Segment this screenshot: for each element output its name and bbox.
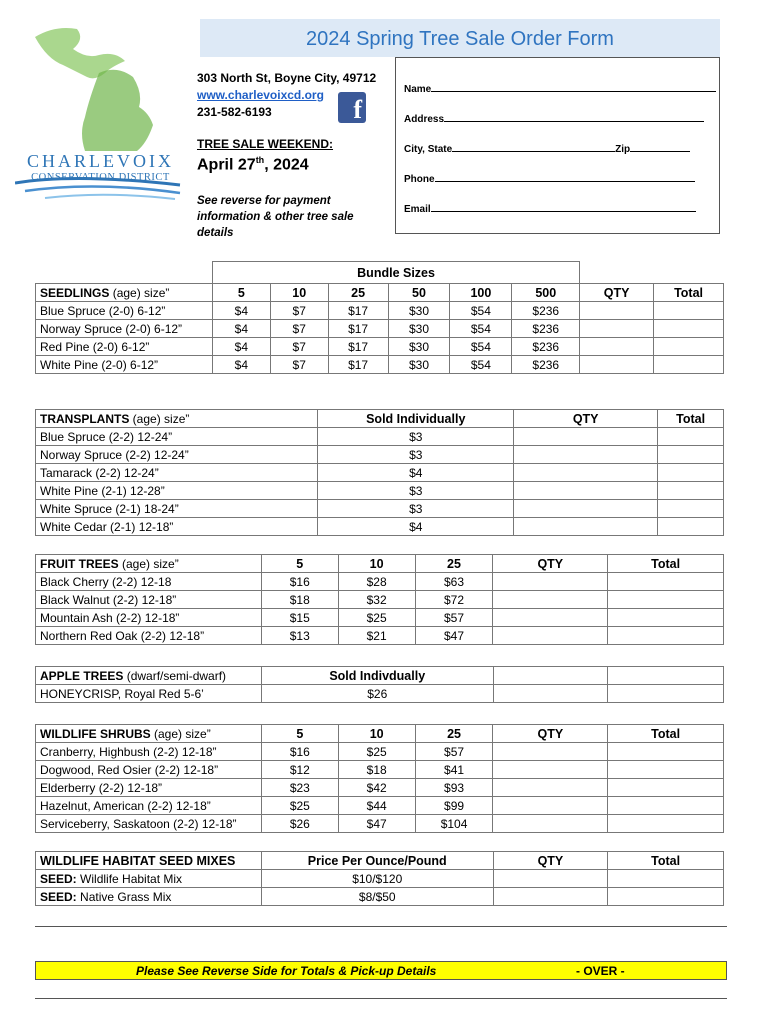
- qty-cell[interactable]: [493, 870, 608, 888]
- size-header: 5: [212, 284, 270, 302]
- total-header: Total: [608, 555, 724, 573]
- price-per-header: Price Per Ounce/Pound: [261, 852, 493, 870]
- total-cell[interactable]: [654, 356, 724, 374]
- city-state-field[interactable]: City, State Zip: [404, 142, 690, 155]
- qty-cell[interactable]: [514, 464, 658, 482]
- qty-header: QTY: [580, 284, 654, 302]
- size-header: 50: [388, 284, 450, 302]
- form-title: 2024 Spring Tree Sale Order Form: [200, 19, 720, 57]
- logo-name-line1: CHARLEVOIX: [27, 151, 174, 171]
- size-header: 25: [415, 555, 493, 573]
- qty-cell[interactable]: [493, 685, 608, 703]
- qty-cell[interactable]: [514, 446, 658, 464]
- total-cell[interactable]: [658, 464, 724, 482]
- total-cell[interactable]: [608, 797, 724, 815]
- table-row: Norway Spruce (2-2) 12-24” $3: [36, 446, 724, 464]
- table-row: Black Walnut (2-2) 12-18” $18 $32 $72: [36, 591, 724, 609]
- table-row: White Spruce (2-1) 18-24” $3: [36, 500, 724, 518]
- footer-banner: [35, 961, 727, 980]
- customer-info-box: [395, 57, 720, 234]
- facebook-icon[interactable]: f: [338, 92, 366, 123]
- table-row: Norway Spruce (2-0) 6-12” $4 $7 $17 $30 $54 $236: [36, 320, 724, 338]
- qty-cell[interactable]: [514, 428, 658, 446]
- transplants-header: TRANSPLANTS (age) size”: [36, 410, 318, 428]
- qty-cell[interactable]: [493, 591, 608, 609]
- wildlife-shrubs-table: [35, 724, 724, 833]
- qty-cell[interactable]: [493, 743, 608, 761]
- total-header: Total: [658, 410, 724, 428]
- table-row: White Pine (2-1) 12-28” $3: [36, 482, 724, 500]
- size-header: 10: [338, 555, 415, 573]
- table-row: Tamarack (2-2) 12-24” $4: [36, 464, 724, 482]
- website-link[interactable]: www.charlevoixcd.org: [197, 88, 324, 102]
- total-cell[interactable]: [608, 761, 724, 779]
- divider: [35, 998, 727, 999]
- total-cell[interactable]: [608, 779, 724, 797]
- contact-address: 303 North St, Boyne City, 49712: [197, 71, 377, 85]
- logo-name-line2: CONSERVATION DISTRICT: [31, 172, 170, 183]
- size-header: 5: [261, 725, 338, 743]
- seedlings-table: [35, 261, 724, 374]
- apple-trees-header: APPLE TREES (dwarf/semi-dwarf): [36, 667, 262, 685]
- seed-mixes-header: WILDLIFE HABITAT SEED MIXES: [36, 852, 262, 870]
- qty-cell[interactable]: [514, 500, 658, 518]
- qty-cell[interactable]: [493, 815, 608, 833]
- total-header: Total: [608, 725, 724, 743]
- table-row: HONEYCRISP, Royal Red 5-6’ $26: [36, 685, 724, 703]
- apple-trees-table: [35, 666, 724, 703]
- table-row: SEED: Native Grass Mix $8/$50: [36, 888, 724, 906]
- size-header: 25: [328, 284, 388, 302]
- district-logo: [15, 15, 185, 215]
- table-row: Red Pine (2-0) 6-12” $4 $7 $17 $30 $54 $236: [36, 338, 724, 356]
- qty-cell[interactable]: [514, 482, 658, 500]
- size-header: 500: [512, 284, 580, 302]
- phone-field[interactable]: Phone: [404, 172, 695, 185]
- table-row: Cranberry, Highbush (2-2) 12-18” $16 $25 $57: [36, 743, 724, 761]
- qty-cell[interactable]: [493, 779, 608, 797]
- total-header: Total: [608, 852, 724, 870]
- contact-phone: 231-582-6193: [197, 105, 272, 119]
- total-cell[interactable]: [608, 888, 724, 906]
- table-row: Serviceberry, Saskatoon (2-2) 12-18” $26 $47 $104: [36, 815, 724, 833]
- table-row: Elderberry (2-2) 12-18” $23 $42 $93: [36, 779, 724, 797]
- tree-sale-weekend-label: TREE SALE WEEKEND:: [197, 137, 334, 151]
- total-cell[interactable]: [608, 743, 724, 761]
- size-header: 10: [338, 725, 415, 743]
- total-cell[interactable]: [608, 627, 724, 645]
- fruit-trees-table: [35, 554, 724, 645]
- reverse-note: See reverse for payment information & other tree sale details: [197, 195, 354, 239]
- qty-cell[interactable]: [493, 573, 608, 591]
- table-row: Mountain Ash (2-2) 12-18” $15 $25 $57: [36, 609, 724, 627]
- qty-header: QTY: [493, 555, 608, 573]
- table-row: White Cedar (2-1) 12-18” $4: [36, 518, 724, 536]
- total-cell[interactable]: [654, 302, 724, 320]
- divider: [35, 926, 727, 927]
- sold-individually-header: Sold Indivdually: [261, 667, 493, 685]
- table-row: White Pine (2-0) 6-12” $4 $7 $17 $30 $54 $236: [36, 356, 724, 374]
- size-header: 5: [261, 555, 338, 573]
- total-cell[interactable]: [608, 685, 724, 703]
- transplants-table: [35, 409, 724, 536]
- total-cell[interactable]: [654, 320, 724, 338]
- sale-date: April 27th, 2024: [197, 155, 309, 174]
- qty-cell[interactable]: [514, 518, 658, 536]
- total-cell[interactable]: [608, 870, 724, 888]
- qty-cell[interactable]: [493, 797, 608, 815]
- table-row: Blue Spruce (2-2) 12-24” $3: [36, 428, 724, 446]
- qty-cell[interactable]: [580, 302, 654, 320]
- qty-header: QTY: [514, 410, 658, 428]
- table-row: Blue Spruce (2-0) 6-12” $4 $7 $17 $30 $54 $236: [36, 302, 724, 320]
- qty-cell[interactable]: [580, 320, 654, 338]
- email-field[interactable]: Email: [404, 202, 696, 215]
- size-header: 10: [270, 284, 328, 302]
- total-cell[interactable]: [658, 500, 724, 518]
- bundle-sizes-header: Bundle Sizes: [212, 262, 579, 284]
- total-cell[interactable]: [658, 518, 724, 536]
- sold-individually-header: Sold Individually: [318, 410, 514, 428]
- qty-cell[interactable]: [493, 627, 608, 645]
- seed-mixes-table: [35, 851, 724, 906]
- qty-cell[interactable]: [493, 609, 608, 627]
- qty-cell[interactable]: [493, 761, 608, 779]
- wildlife-shrubs-header: WILDLIFE SHRUBS (age) size”: [36, 725, 262, 743]
- qty-header: QTY: [493, 852, 608, 870]
- total-cell[interactable]: [608, 815, 724, 833]
- name-field[interactable]: Name: [404, 82, 716, 95]
- qty-cell[interactable]: [493, 888, 608, 906]
- total-cell[interactable]: [658, 482, 724, 500]
- total-header: Total: [654, 284, 724, 302]
- total-cell[interactable]: [608, 591, 724, 609]
- address-field[interactable]: Address: [404, 112, 704, 125]
- total-cell[interactable]: [608, 609, 724, 627]
- table-row: Black Cherry (2-2) 12-18 $16 $28 $63: [36, 573, 724, 591]
- qty-cell[interactable]: [580, 338, 654, 356]
- fruit-trees-header: FRUIT TREES (age) size”: [36, 555, 262, 573]
- over-label: - OVER -: [576, 964, 625, 978]
- table-row: Hazelnut, American (2-2) 12-18” $25 $44 $99: [36, 797, 724, 815]
- michigan-map-icon: [15, 15, 185, 215]
- total-cell[interactable]: [658, 446, 724, 464]
- qty-header: QTY: [493, 725, 608, 743]
- table-row: SEED: Wildlife Habitat Mix $10/$120: [36, 870, 724, 888]
- total-cell[interactable]: [658, 428, 724, 446]
- size-header: 25: [415, 725, 493, 743]
- footer-note: Please See Reverse Side for Totals & Pick-up Details: [136, 964, 437, 978]
- total-cell[interactable]: [654, 338, 724, 356]
- total-cell[interactable]: [608, 573, 724, 591]
- seedlings-header: SEEDLINGS (age) size”: [36, 284, 213, 302]
- table-row: Northern Red Oak (2-2) 12-18” $13 $21 $47: [36, 627, 724, 645]
- size-header: 100: [450, 284, 512, 302]
- qty-cell[interactable]: [580, 356, 654, 374]
- table-row: Dogwood, Red Osier (2-2) 12-18” $12 $18 $41: [36, 761, 724, 779]
